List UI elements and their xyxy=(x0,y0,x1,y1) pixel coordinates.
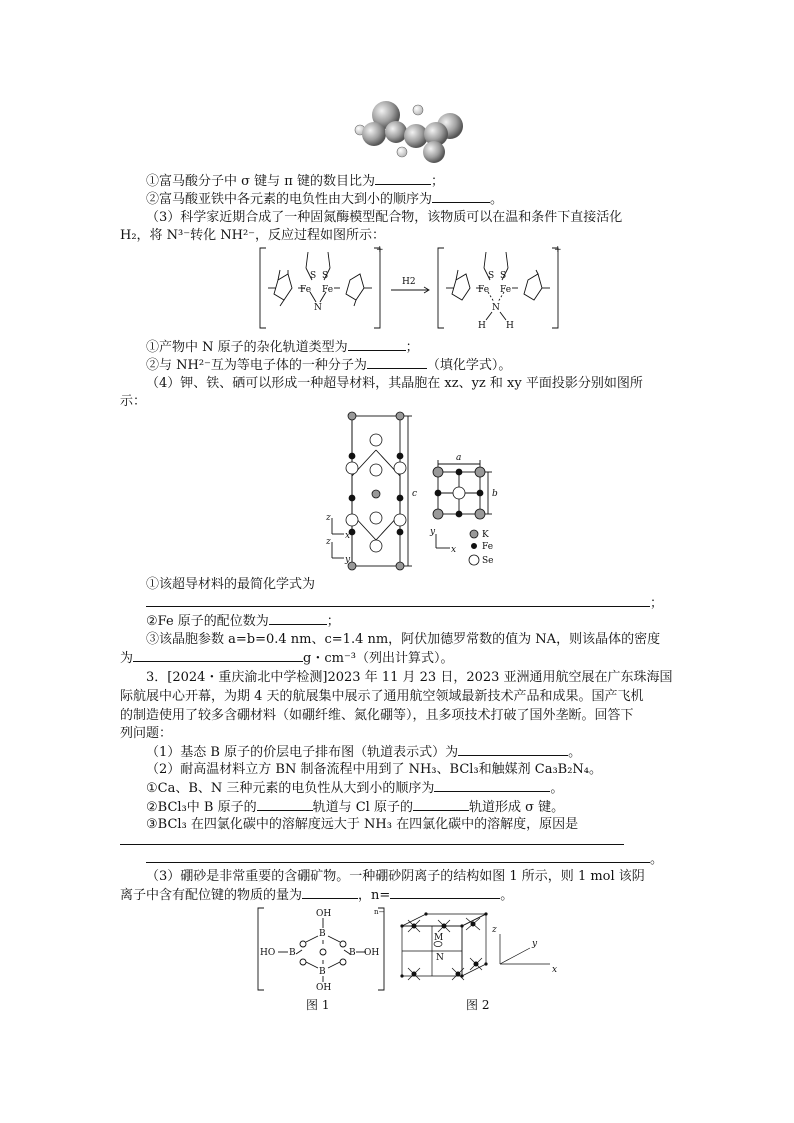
text: ②与 NH²⁻互为等电子体的一种分子为 xyxy=(146,358,367,373)
charge-label: + xyxy=(554,245,562,255)
answer-blank[interactable] xyxy=(432,190,490,203)
q-bn-prep: （2）耐高温材料立方 BN 制备流程中用到了 NH₃、BCl₃和触媒剂 Ca₃B₂N₄。 xyxy=(146,762,603,777)
text: ； xyxy=(650,596,664,611)
text: 。 xyxy=(650,852,664,867)
q3-text: 际航展中心开幕，为期 4 天的航展集中展示了通用航空领域最新技术产品和成果。国产飞机 xyxy=(120,689,644,704)
text: ； xyxy=(326,614,340,629)
text: ②BCl₃中 B 原子的 xyxy=(146,800,257,815)
boron-label: B xyxy=(319,967,326,977)
text: 。 xyxy=(490,192,504,207)
sulfur-label: S xyxy=(488,271,495,281)
q-fumaric-sigma-pi xyxy=(146,172,444,190)
q4-intro: （4）钾、铁、硒可以形成一种超导材料，其晶胞在 xz、yz 和 xy 平面投影分别如图所 xyxy=(146,376,643,391)
hydroxyl-label: OH xyxy=(316,909,332,919)
text: ； xyxy=(405,340,419,355)
nitrogen-label: N xyxy=(314,303,322,313)
fumaric-acid-ball-model xyxy=(350,96,470,166)
answer-blank[interactable] xyxy=(269,612,327,625)
q-borax-answer xyxy=(120,886,513,904)
answer-blank[interactable] xyxy=(348,338,406,351)
charge-label: n− xyxy=(374,908,385,916)
q3-text: 的制造使用了较多含硼材料（如硼纤维、氮化硼等），且多项技术打破了国外垄断。回答下 xyxy=(120,708,634,723)
label-b: b xyxy=(492,489,498,499)
answer-blank[interactable] xyxy=(302,886,358,899)
hydrogen-label: H xyxy=(478,321,486,331)
text: 轨道形成 σ 键。 xyxy=(468,800,565,815)
iron-label: Fe xyxy=(322,285,334,295)
text: （填化学式）。 xyxy=(426,358,512,373)
legend-fe: Fe xyxy=(482,542,494,552)
figure-2-caption: 图 2 xyxy=(466,998,490,1012)
answer-blank[interactable] xyxy=(390,886,500,899)
q-coordination xyxy=(146,612,340,630)
q-en-order xyxy=(146,779,563,797)
answer-blank[interactable] xyxy=(257,798,313,811)
iron-label: Fe xyxy=(500,285,512,295)
q-borax: （3）硼砂是非常重要的含硼矿物。一种硼砂阴离子的结构如图 1 所示，则 1 mol 该阴 xyxy=(146,869,645,884)
q-formula-answer xyxy=(146,594,663,612)
q-sigma-bond xyxy=(146,798,564,816)
answer-blank[interactable] xyxy=(367,356,427,369)
axis-x: x xyxy=(451,545,457,555)
nitrogen-label: N xyxy=(492,303,500,313)
charge-label: + xyxy=(376,245,384,255)
text: g・cm⁻³（列出计算式）。 xyxy=(303,651,454,666)
q-density-answer xyxy=(120,649,454,667)
text: （1）基态 B 原子的价层电子排布图（轨道表示式）为 xyxy=(146,745,459,760)
text: ； xyxy=(430,174,444,189)
axis-x: x xyxy=(552,965,558,975)
n-label: N xyxy=(436,953,444,963)
sulfur-label: S xyxy=(500,271,507,281)
q4-intro-cont: 示： xyxy=(120,394,147,409)
axis-y: y xyxy=(532,939,538,949)
text: ①产物中 N 原子的杂化轨道类型为 xyxy=(146,340,348,355)
q-solubility-answer xyxy=(146,850,663,868)
hydroxyl-label: OH xyxy=(364,948,380,958)
q-hybridization xyxy=(146,338,419,356)
boron-label: B xyxy=(289,948,296,958)
boron-label: B xyxy=(319,929,326,939)
m-label: M xyxy=(434,933,444,943)
text: 离子中含有配位键的物质的量为 xyxy=(120,888,303,903)
answer-blank[interactable] xyxy=(413,798,469,811)
hydroxyl-label: OH xyxy=(316,983,332,993)
sulfur-label: S xyxy=(322,271,329,281)
boron-label: B xyxy=(349,948,356,958)
label-a: a xyxy=(456,453,462,463)
iron-label: Fe xyxy=(478,285,490,295)
q-isoelectronic xyxy=(146,356,511,374)
text: ①Ca、B、N 三种元素的电负性从大到小的顺序为 xyxy=(146,781,435,796)
legend-se: Se xyxy=(482,556,494,566)
q3-title: 3．[2024・重庆渝北中学检测]2023 年 11 月 23 日，2023 亚洲通用航空展在广东珠海国 xyxy=(146,670,673,685)
answer-blank[interactable] xyxy=(146,850,650,863)
label-c: c xyxy=(412,489,418,499)
axis-x: x xyxy=(345,531,351,541)
axis-y: y xyxy=(430,527,436,537)
answer-blank[interactable] xyxy=(146,594,650,607)
q-solubility: ③BCl₃ 在四氯化碳中的溶解度远大于 NH₃ 在四氯化碳中的溶解度，原因是 xyxy=(146,817,579,832)
answer-blank[interactable] xyxy=(120,832,624,845)
text: ②富马酸亚铁中各元素的电负性由大到小的顺序为 xyxy=(146,192,433,207)
mn-crystal-lattice xyxy=(396,910,562,988)
text: ，n= xyxy=(358,888,391,903)
q3-intro: （3）科学家近期合成了一种固氮酶模型配合物，该物质可以在温和条件下直接活化 xyxy=(146,210,623,225)
text: ②Fe 原子的配位数为 xyxy=(146,614,269,629)
q3-text: 列问题： xyxy=(120,726,173,741)
answer-blank[interactable] xyxy=(434,779,550,792)
text: 。 xyxy=(500,888,514,903)
axis-y: y xyxy=(345,555,351,565)
axis-z: z xyxy=(492,925,497,935)
text: 轨道与 Cl 原子的 xyxy=(312,800,413,815)
figure-1-caption: 图 1 xyxy=(306,998,330,1012)
text: 为 xyxy=(120,651,134,666)
text: 。 xyxy=(550,781,564,796)
axis-z: z xyxy=(326,537,331,547)
sulfur-label: S xyxy=(310,271,317,281)
q3-intro-cont: H₂，将 N³⁻转化 NH²⁻，反应过程如图所示： xyxy=(120,228,386,243)
text: ①富马酸分子中 σ 键与 π 键的数目比为 xyxy=(146,174,375,189)
iron-label: Fe xyxy=(300,285,312,295)
borax-anion-structure xyxy=(256,906,386,992)
hydrogen-label: H xyxy=(506,321,514,331)
q-density: ③该晶胞参数 a=b=0.4 nm、c=1.4 nm，阿伏加德罗常数的值为 NA，则该晶体的密度 xyxy=(146,632,661,647)
answer-blank[interactable] xyxy=(133,649,303,662)
answer-blank[interactable] xyxy=(458,743,568,756)
reaction-diagram xyxy=(258,244,562,334)
text: 。 xyxy=(568,745,582,760)
answer-blank[interactable] xyxy=(375,172,431,185)
q-formula: ①该超导材料的最简化学式为 xyxy=(146,577,316,592)
reagent-label: H2 xyxy=(402,277,416,287)
axis-z: z xyxy=(326,513,331,523)
q-orbital-diagram xyxy=(146,743,581,761)
hydroxyl-label: HO xyxy=(260,948,276,958)
legend-k: K xyxy=(482,530,489,540)
q-electronegativity-order xyxy=(146,190,503,208)
crystal-projection-diagram xyxy=(322,410,512,572)
